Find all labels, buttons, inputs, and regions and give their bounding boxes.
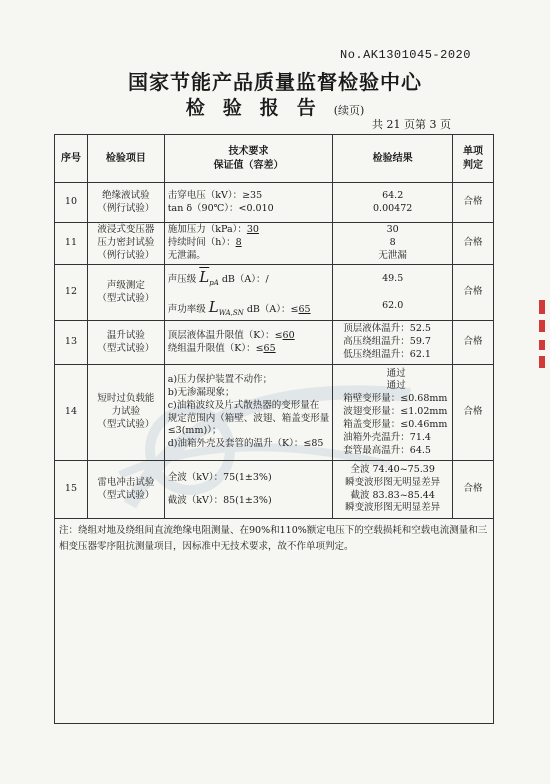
row-seq: 12 bbox=[55, 265, 88, 321]
table-row bbox=[55, 265, 494, 321]
req-line: 截波（kV）：85(1±3%) bbox=[167, 494, 272, 506]
row-item bbox=[87, 223, 164, 265]
result-line: 套管最高温升：64.5 bbox=[343, 444, 431, 456]
item-line: （型式试验） bbox=[97, 342, 155, 354]
header-req-line2: 保证值（容差） bbox=[213, 159, 284, 171]
result-line: 箱盖变形量：≤0.46mm bbox=[343, 418, 448, 430]
symbol-subscript: pA bbox=[209, 279, 219, 288]
table-row bbox=[55, 321, 494, 365]
row-verdict: 合格 bbox=[453, 223, 494, 265]
req-line bbox=[168, 224, 330, 237]
header-req-line1: 技术要求 bbox=[228, 146, 269, 157]
req-line: b)无渗漏现象； bbox=[167, 386, 235, 398]
item-line: （例行试验） bbox=[97, 249, 155, 261]
row-requirement bbox=[164, 265, 333, 321]
result-line: 瞬变波形图无明显差异 bbox=[345, 476, 441, 488]
header-item: 检验项目 bbox=[87, 135, 164, 183]
row-item bbox=[87, 183, 164, 223]
report-title-note: (续页) bbox=[333, 104, 365, 117]
note-text: 注：绕组对地及绕组间直流绝缘电阻测量、在90%和110%额定电压下的空载损耗和空载电流测量和三相变压器零序阻抗测量项目，因标准中无技术要求，故不作单项判定。 bbox=[55, 519, 494, 724]
req-line: 无泄漏。 bbox=[167, 249, 206, 261]
header-result: 检验结果 bbox=[333, 135, 453, 183]
req-label: 声功率级 bbox=[167, 303, 206, 315]
result-line: 油箱外壳温升：71.4 bbox=[343, 431, 431, 443]
row-requirement bbox=[164, 461, 333, 519]
result-line: 全波 74.40~75.39 bbox=[350, 463, 435, 475]
result-line: 62.0 bbox=[382, 299, 404, 311]
req-value: 60 bbox=[282, 329, 295, 341]
req-value: 65 bbox=[263, 342, 276, 354]
result-line: 截波 83.83~85.44 bbox=[350, 489, 435, 501]
row-verdict: 合格 bbox=[453, 461, 494, 519]
item-line: （型式试验） bbox=[97, 489, 155, 501]
result-line: 高压绕组温升：59.7 bbox=[343, 336, 431, 348]
symbol: $\overline{L}$ bbox=[199, 268, 210, 287]
row-seq: 11 bbox=[55, 223, 88, 265]
result-line: 8 bbox=[389, 237, 396, 249]
req-unit: dB（A）：≤ bbox=[246, 303, 299, 315]
table-row bbox=[55, 461, 494, 519]
result-line: 瞬变波形图无明显差异 bbox=[345, 502, 441, 514]
row-requirement bbox=[164, 183, 333, 223]
req-line: ≤3(mm)）； bbox=[167, 425, 222, 437]
row-result bbox=[333, 365, 453, 461]
result-line: 0.00472 bbox=[373, 202, 413, 214]
req-line: a)压力保护装置不动作； bbox=[167, 374, 273, 386]
header-verdict-line2: 判定 bbox=[463, 159, 484, 171]
sound-pressure-line bbox=[168, 267, 330, 288]
row-verdict: 合格 bbox=[453, 265, 494, 321]
row-verdict: 合格 bbox=[453, 365, 494, 461]
item-line: 绝缘液试验 bbox=[102, 189, 150, 201]
seal-edge-mark bbox=[538, 300, 546, 370]
row-result bbox=[333, 223, 453, 265]
table-header-row bbox=[55, 135, 494, 183]
req-value: 8 bbox=[235, 237, 242, 249]
row-verdict: 合格 bbox=[453, 183, 494, 223]
result-line: 低压绕组温升：62.1 bbox=[343, 348, 431, 360]
item-line: （型式试验） bbox=[97, 292, 155, 304]
row-requirement bbox=[164, 365, 333, 461]
symbol: L bbox=[208, 297, 219, 316]
req-unit: dB（A）：/ bbox=[221, 274, 269, 286]
result-line: 64.2 bbox=[382, 189, 404, 201]
req-label: 声压级 bbox=[167, 274, 197, 286]
item-line: 液浸式变压器 bbox=[97, 224, 155, 236]
row-seq: 15 bbox=[55, 461, 88, 519]
row-item bbox=[87, 461, 164, 519]
item-line: 短时过负载能 bbox=[97, 393, 155, 405]
item-line: 力试验 bbox=[111, 406, 141, 418]
row-seq: 10 bbox=[55, 183, 88, 223]
item-line: 温升试验 bbox=[106, 329, 145, 341]
row-requirement bbox=[164, 321, 333, 365]
req-line bbox=[168, 330, 330, 343]
row-seq: 14 bbox=[55, 365, 88, 461]
result-line: 通过 bbox=[386, 367, 406, 379]
req-label: 持续时间（h）： bbox=[167, 237, 236, 249]
report-title-line bbox=[0, 93, 550, 120]
req-line: tan δ（90℃）：<0.010 bbox=[167, 202, 274, 214]
row-item bbox=[87, 265, 164, 321]
row-result bbox=[333, 183, 453, 223]
header-verdict-line1: 单项 bbox=[463, 146, 484, 157]
req-line: 全波（kV）：75(1±3%) bbox=[167, 471, 272, 483]
symbol-subscript: WA,SN bbox=[218, 308, 244, 317]
report-title: 检验报告 bbox=[185, 97, 334, 119]
row-verdict: 合格 bbox=[453, 321, 494, 365]
req-line: d)油箱外壳及套管的温升（K）：≤85 bbox=[167, 438, 324, 450]
result-line: 通过 bbox=[386, 380, 406, 392]
item-line: （例行试验） bbox=[97, 202, 155, 214]
req-line: 规定范围内（箱壁、波翅、箱盖变形量 bbox=[167, 412, 330, 424]
req-label: 施加压力（kPa）： bbox=[167, 224, 247, 236]
header-seq: 序号 bbox=[55, 135, 88, 183]
row-seq: 13 bbox=[55, 321, 88, 365]
item-line: （型式试验） bbox=[97, 418, 155, 430]
table-row bbox=[55, 183, 494, 223]
note-row bbox=[55, 519, 494, 724]
item-line: 压力密封试验 bbox=[97, 237, 155, 249]
req-line bbox=[168, 343, 330, 356]
req-line: c)油箱波纹及片式散热器的变形量在 bbox=[167, 399, 320, 411]
result-line: 无泄漏 bbox=[378, 249, 407, 261]
result-line: 49.5 bbox=[382, 272, 404, 284]
row-result bbox=[333, 265, 453, 321]
result-line: 波翅变形量：≤1.02mm bbox=[343, 406, 448, 418]
req-label: 顶层液体温升限值（K）：≤ bbox=[167, 329, 283, 341]
table-row bbox=[55, 365, 494, 461]
sound-power-line bbox=[168, 297, 330, 318]
header-requirement bbox=[164, 135, 333, 183]
row-result bbox=[333, 321, 453, 365]
result-line: 箱壁变形量：≤0.68mm bbox=[343, 393, 448, 405]
row-item bbox=[87, 321, 164, 365]
table-row bbox=[55, 223, 494, 265]
req-value: 30 bbox=[246, 224, 259, 236]
req-line: 击穿电压（kV）：≥35 bbox=[167, 189, 263, 201]
row-result bbox=[333, 461, 453, 519]
row-item bbox=[87, 365, 164, 461]
row-requirement bbox=[164, 223, 333, 265]
inspection-table bbox=[54, 134, 494, 724]
item-line: 声级测定 bbox=[106, 279, 145, 291]
req-line bbox=[168, 237, 330, 250]
result-line: 顶层液体温升：52.5 bbox=[343, 323, 431, 335]
organization-name: 国家节能产品质量监督检验中心 bbox=[128, 70, 422, 94]
page-info: 共 21 页第 3 页 bbox=[372, 118, 451, 131]
result-line: 30 bbox=[386, 224, 399, 236]
req-label: 绕组温升限值（K）：≤ bbox=[167, 342, 264, 354]
item-line: 雷电冲击试验 bbox=[97, 476, 155, 488]
req-value: 65 bbox=[298, 303, 311, 315]
header-verdict bbox=[453, 135, 494, 183]
report-number: No.AK1301045-2020 bbox=[340, 48, 471, 62]
